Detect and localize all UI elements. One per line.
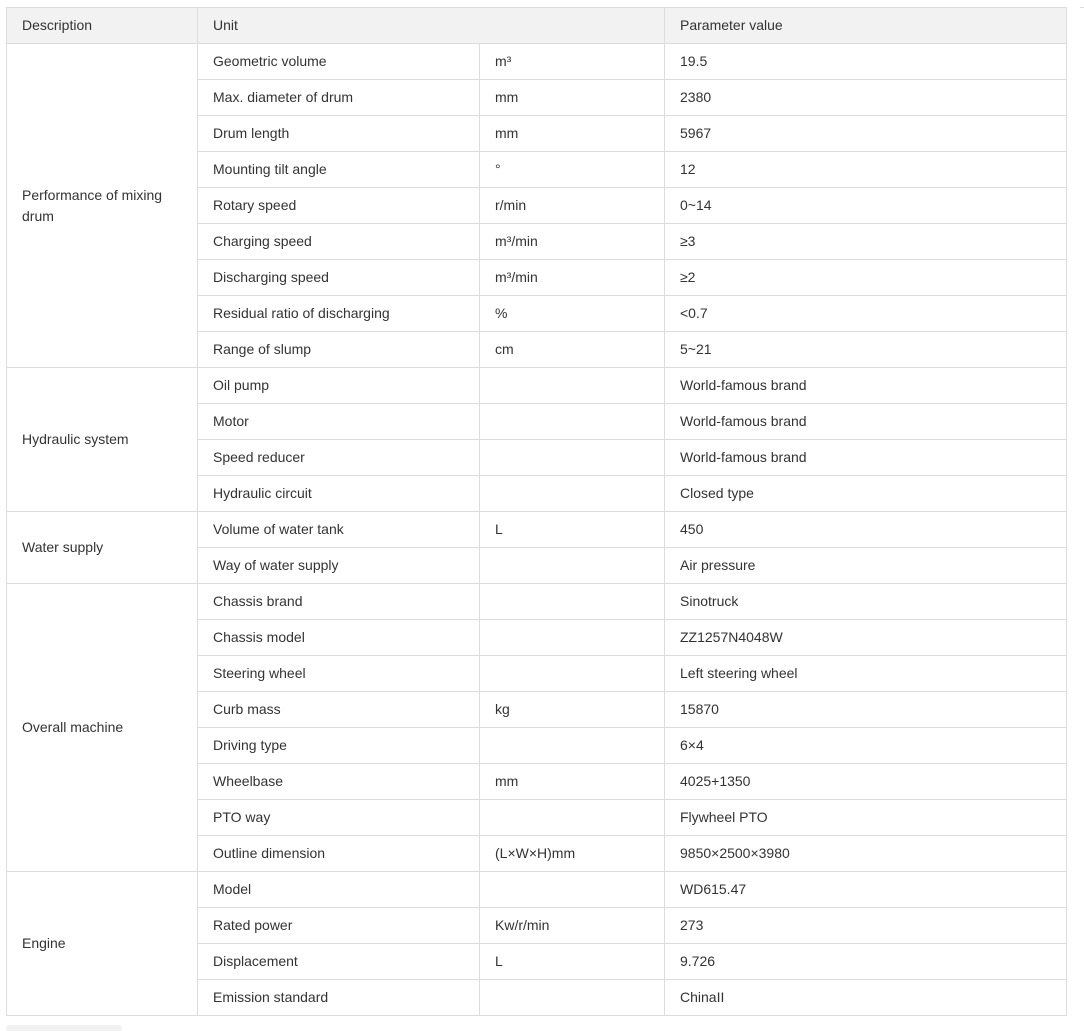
spec-table-body (7, 44, 1067, 1016)
parameter-value: ZZ1257N4048W (665, 620, 1067, 656)
parameter-value: WD615.47 (665, 872, 1067, 908)
bottom-tab (6, 1025, 122, 1031)
parameter-value: World-famous brand (665, 440, 1067, 476)
parameter-name: Motor (198, 404, 480, 440)
parameter-name: Chassis model (198, 620, 480, 656)
parameter-name: Discharging speed (198, 260, 480, 296)
parameter-unit: L (480, 944, 665, 980)
parameter-name: Model (198, 872, 480, 908)
parameter-value: 273 (665, 908, 1067, 944)
parameter-name: Curb mass (198, 692, 480, 728)
parameter-unit (480, 728, 665, 764)
parameter-unit: m³/min (480, 224, 665, 260)
parameter-name: Emission standard (198, 980, 480, 1016)
table-row (7, 44, 1067, 80)
parameter-name: Speed reducer (198, 440, 480, 476)
parameter-unit: kg (480, 692, 665, 728)
group-label: Hydraulic system (7, 368, 198, 512)
parameter-value: ≥3 (665, 224, 1067, 260)
parameter-name: Geometric volume (198, 44, 480, 80)
parameter-value: 450 (665, 512, 1067, 548)
parameter-name: Max. diameter of drum (198, 80, 480, 116)
parameter-unit (480, 440, 665, 476)
parameter-value: World-famous brand (665, 368, 1067, 404)
parameter-unit: mm (480, 764, 665, 800)
parameter-unit: ° (480, 152, 665, 188)
header-description: Description (7, 8, 198, 44)
parameter-unit: m³/min (480, 260, 665, 296)
parameter-unit (480, 404, 665, 440)
parameter-name: Way of water supply (198, 548, 480, 584)
parameter-name: Mounting tilt angle (198, 152, 480, 188)
parameter-name: Rated power (198, 908, 480, 944)
parameter-unit (480, 620, 665, 656)
parameter-unit (480, 584, 665, 620)
parameter-unit: cm (480, 332, 665, 368)
header-row (7, 8, 1067, 44)
parameter-value: 4025+1350 (665, 764, 1067, 800)
group-label: Engine (7, 872, 198, 1016)
parameter-unit (480, 800, 665, 836)
header-unit: Unit (198, 8, 665, 44)
parameter-name: Oil pump (198, 368, 480, 404)
parameter-value: 0~14 (665, 188, 1067, 224)
parameter-name: Driving type (198, 728, 480, 764)
parameter-unit (480, 368, 665, 404)
parameter-unit: (L×W×H)mm (480, 836, 665, 872)
parameter-unit (480, 980, 665, 1016)
parameter-value: Closed type (665, 476, 1067, 512)
parameter-value: 5~21 (665, 332, 1067, 368)
parameter-value: World-famous brand (665, 404, 1067, 440)
parameter-unit: mm (480, 116, 665, 152)
parameter-value: 12 (665, 152, 1067, 188)
table-row (7, 872, 1067, 908)
parameter-unit: r/min (480, 188, 665, 224)
table-row (7, 512, 1067, 548)
parameter-value: ≥2 (665, 260, 1067, 296)
parameter-unit (480, 476, 665, 512)
parameter-value: Air pressure (665, 548, 1067, 584)
parameter-name: Volume of water tank (198, 512, 480, 548)
parameter-value: Left steering wheel (665, 656, 1067, 692)
group-label: Water supply (7, 512, 198, 584)
parameter-unit: mm (480, 80, 665, 116)
header-parameter-value: Parameter value (665, 8, 1067, 44)
table-row (7, 584, 1067, 620)
parameter-unit (480, 548, 665, 584)
parameter-value: Flywheel PTO (665, 800, 1067, 836)
parameter-value: 15870 (665, 692, 1067, 728)
parameter-name: Drum length (198, 116, 480, 152)
parameter-name: Range of slump (198, 332, 480, 368)
spec-table (6, 7, 1067, 1016)
parameter-unit: Kw/r/min (480, 908, 665, 944)
parameter-value: Sinotruck (665, 584, 1067, 620)
group-label: Performance of mixing drum (7, 44, 198, 368)
parameter-unit: % (480, 296, 665, 332)
parameter-unit (480, 872, 665, 908)
group-label: Overall machine (7, 584, 198, 872)
parameter-value: 2380 (665, 80, 1067, 116)
parameter-name: Chassis brand (198, 584, 480, 620)
parameter-value: 5967 (665, 116, 1067, 152)
parameter-value: 9850×2500×3980 (665, 836, 1067, 872)
parameter-unit: m³ (480, 44, 665, 80)
parameter-name: Hydraulic circuit (198, 476, 480, 512)
parameter-unit (480, 656, 665, 692)
parameter-name: Wheelbase (198, 764, 480, 800)
parameter-name: Steering wheel (198, 656, 480, 692)
parameter-name: Charging speed (198, 224, 480, 260)
parameter-value: 6×4 (665, 728, 1067, 764)
parameter-value: <0.7 (665, 296, 1067, 332)
header-rule-extension (1080, 7, 1084, 8)
parameter-name: Outline dimension (198, 836, 480, 872)
parameter-unit: L (480, 512, 665, 548)
parameter-value: 19.5 (665, 44, 1067, 80)
parameter-name: PTO way (198, 800, 480, 836)
parameter-name: Rotary speed (198, 188, 480, 224)
parameter-name: Residual ratio of discharging (198, 296, 480, 332)
parameter-value: 9.726 (665, 944, 1067, 980)
parameter-value: ChinaII (665, 980, 1067, 1016)
parameter-name: Displacement (198, 944, 480, 980)
table-row (7, 368, 1067, 404)
